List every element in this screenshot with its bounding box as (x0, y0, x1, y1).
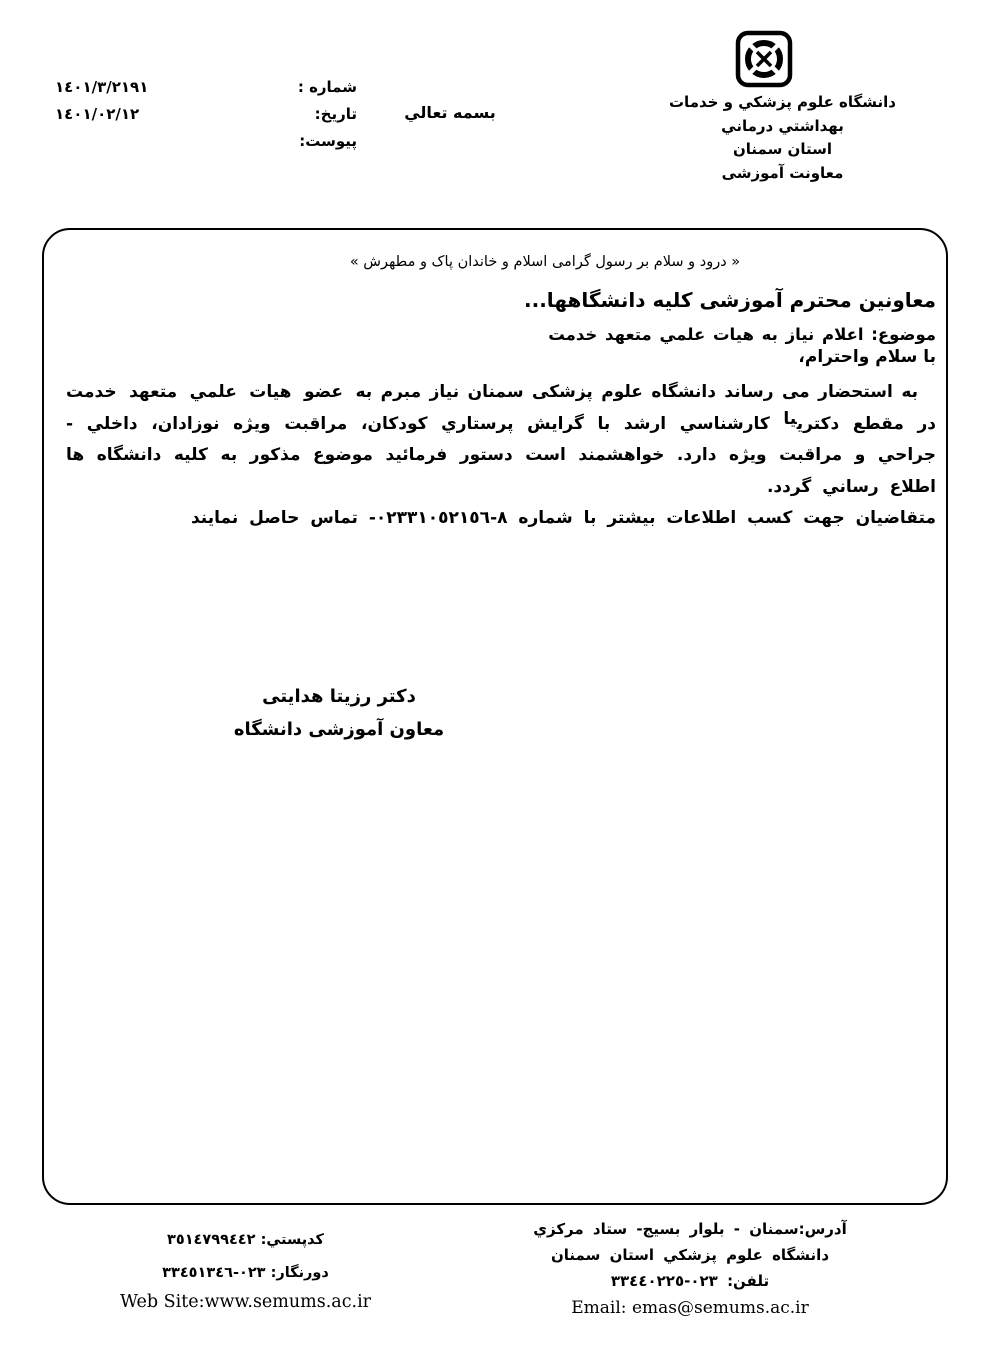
footer-phone-value: ٠٢٣-٣٣٤٤٠٢٢٥ (610, 1272, 718, 1290)
salutation-quote: « درود و سلام بر رسول گرامی اسلام و خاندان پاک و مطهرش » (349, 254, 741, 270)
footer-fax-row (88, 1262, 403, 1284)
footer-website-row (88, 1291, 403, 1313)
addressee-line: معاونین محترم آموزشی کلیه دانشگاهها... (524, 288, 936, 312)
ref-number-row (55, 74, 357, 101)
footer-fax-value: ٠٢٣-٣٣٤٥١٣٤٦ (162, 1265, 266, 1281)
footer-contact-block (88, 1229, 403, 1313)
subject-line: موضوع: اعلام نياز به هيات علمي متعهد خدمت (548, 325, 936, 344)
footer-email-label: Email: (571, 1298, 627, 1318)
university-logo-icon (735, 30, 793, 88)
ref-number-value: ١٤٠١/٣/٢١٩١ (55, 78, 149, 96)
signature-block (204, 680, 474, 746)
signature-title: معاون آموزشی دانشگاه (233, 719, 445, 740)
greeting-line: با سلام واحترام، (798, 347, 936, 367)
footer-postal-label: كدپستي: (260, 1232, 324, 1248)
ref-number-label: شماره : (297, 78, 357, 96)
body-part2: كارشناسي ارشد با گرايش پرستاري كودكان، مراقبت ويژه نوزادان، داخلي - جراحي و مراقبت ويژه دارد. خواهشمند است دستور فرمائيد موضوع مذكور به كليه دانشگاه ها اطلاع رساني گردد. (66, 413, 936, 497)
signature-name: دکتر رزیتا هدایتی (262, 686, 416, 707)
footer-fax-label: دورنگار: (270, 1265, 329, 1281)
ref-date-label: تاريخ: (314, 105, 357, 123)
ref-date-value: ١٤٠١/٠٢/١٢ (55, 105, 140, 123)
footer-phone-label: تلفن: (727, 1272, 770, 1290)
ref-attachment-label: پيوست: (299, 132, 357, 150)
footer-address-line2: دانشگاه علوم پزشكي استان سمنان (550, 1246, 830, 1264)
org-line-4: معاونت آموزشی (721, 163, 844, 182)
footer-phone-row (425, 1268, 955, 1294)
body-or-word: یا (783, 408, 797, 429)
org-line-3: استان سمنان (732, 140, 833, 158)
body-part1: عضو هيات علمي متعهد خدمت در مقطع دكتري (66, 382, 937, 434)
footer-website-value: www.semums.ac.ir (204, 1292, 372, 1312)
body-intro-bold: به استحضار می رساند دانشگاه علوم پزشکی سمنان نیاز مبرم به (355, 382, 919, 402)
org-line-2: بهداشتي درماني (721, 116, 844, 135)
footer-address-block (425, 1216, 955, 1321)
footer-email-row (425, 1295, 955, 1321)
contact-paragraph: متقاضيان جهت كسب اطلاعات بيشتر با شماره ٨-٠٢٣٣١٠٥٢١٥٦- تماس حاصل نمايند (190, 508, 936, 528)
letter-frame (42, 228, 948, 1205)
ref-attachment-row (55, 128, 357, 155)
letterhead-org-name (590, 91, 975, 185)
footer-email-value: emas@semums.ac.ir (631, 1298, 809, 1318)
footer-postal-value: ٣٥١٤٧٩٩٤٤٢ (167, 1232, 256, 1248)
ref-date-row (55, 101, 357, 128)
footer-website-label: Web Site: (119, 1292, 205, 1312)
footer-address-line1: آدرس:سمنان - بلوار بسيج- ستاد مركزي (533, 1220, 847, 1238)
footer-postal-row (88, 1229, 403, 1251)
besmele-text: بسمه تعالي (404, 103, 496, 122)
body-paragraph (66, 377, 936, 503)
org-line-1: دانشگاه علوم پزشكي و خدمات (668, 93, 896, 111)
reference-block (55, 74, 357, 155)
